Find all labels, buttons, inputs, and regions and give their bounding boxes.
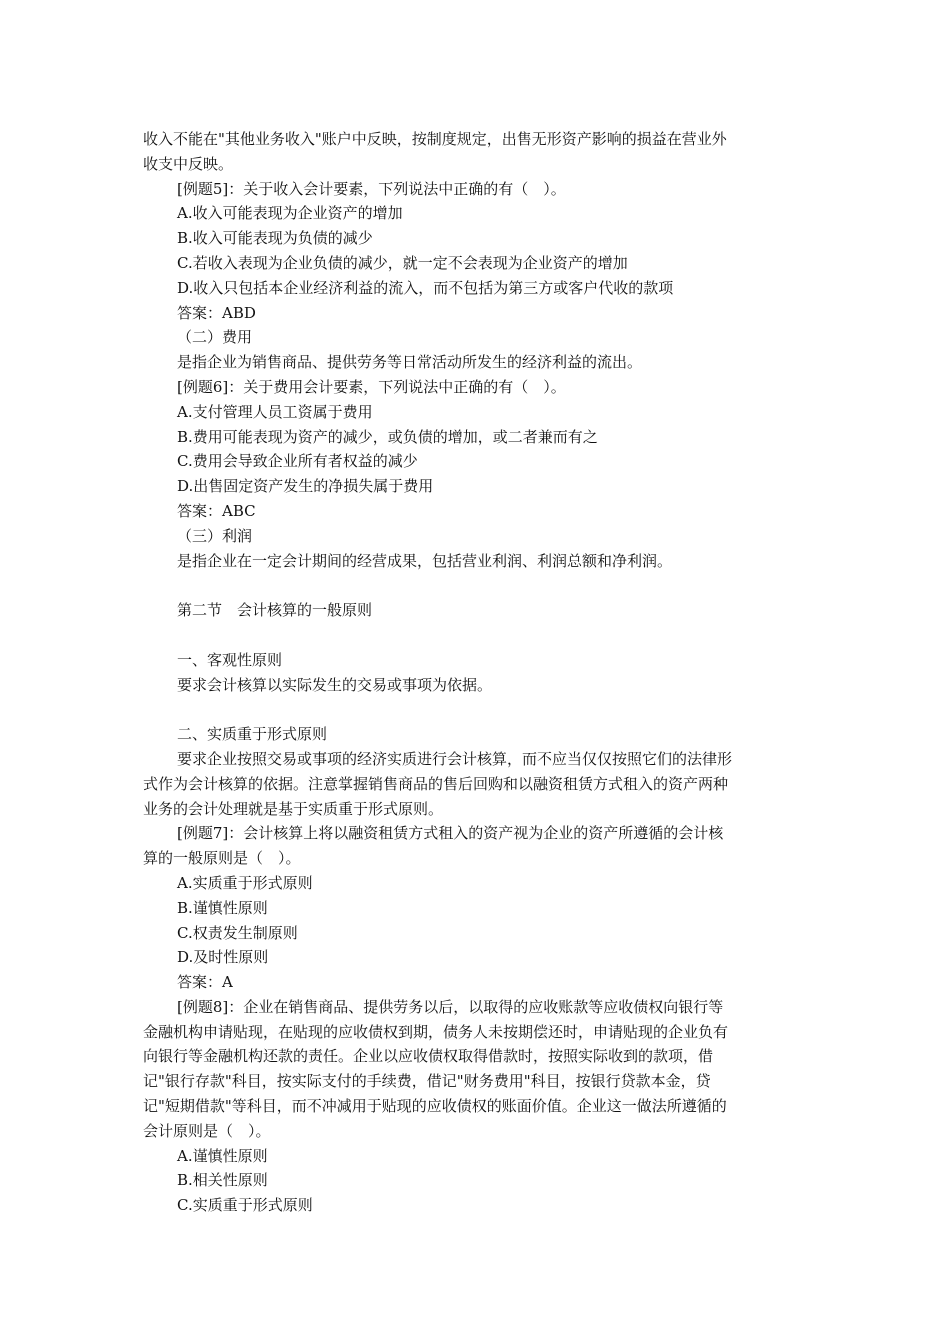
text-line: B.谨慎性原则 bbox=[177, 898, 268, 917]
text-line: B.收入可能表现为负债的减少 bbox=[177, 229, 373, 248]
text-line: 一、客观性原则 bbox=[177, 650, 283, 669]
text-line: 答案：A bbox=[177, 973, 233, 992]
text-line: A.支付管理人员工资属于费用 bbox=[177, 402, 373, 421]
blank-line bbox=[143, 623, 807, 648]
text-line: 金融机构申请贴现，在贴现的应收债权到期，债务人未按期偿还时，申请贴现的企业负有 bbox=[143, 1022, 729, 1041]
text-line: C.费用会导致企业所有者权益的减少 bbox=[177, 452, 418, 471]
text-line: [例题8]：企业在销售商品、提供劳务以后，以取得的应收账款等应收债权向银行等 bbox=[177, 997, 724, 1016]
text-line: C.权责发生制原则 bbox=[177, 923, 298, 942]
text-line: 业务的会计处理就是基于实质重于形式原则。 bbox=[143, 799, 444, 818]
text-line: 向银行等金融机构还款的责任。企业以应收债权取得借款时，按照实际收到的款项，借 bbox=[143, 1047, 714, 1066]
text-line: D.及时性原则 bbox=[177, 948, 269, 967]
text-line: 二、实质重于形式原则 bbox=[177, 725, 328, 744]
text-line: A.收入可能表现为企业资产的增加 bbox=[177, 204, 403, 223]
text-line: D.收入只包括本企业经济利益的流入，而不包括为第三方或客户代收的款项 bbox=[177, 278, 674, 297]
text-line: [例题6]：关于费用会计要素，下列说法中正确的有（ ）。 bbox=[177, 377, 566, 396]
text-line: 是指企业在一定会计期间的经营成果，包括营业利润、利润总额和净利润。 bbox=[177, 551, 673, 570]
text-line: [例题5]：关于收入会计要素，下列说法中正确的有（ ）。 bbox=[177, 179, 566, 198]
text-line: 收支中反映。 bbox=[143, 154, 234, 173]
text-line: 答案：ABD bbox=[177, 303, 256, 322]
text-line: 记"短期借款"等科目，而不冲减用于贴现的应收债权的账面价值。企业这一做法所遵循的 bbox=[143, 1097, 727, 1116]
text-line: A.实质重于形式原则 bbox=[177, 873, 313, 892]
text-line: 要求企业按照交易或事项的经济实质进行会计核算，而不应当仅仅按照它们的法律形 bbox=[177, 749, 733, 768]
text-line: [例题7]：会计核算上将以融资租赁方式租入的资产视为企业的资产所遵循的会计核 bbox=[177, 824, 724, 843]
blank-line bbox=[143, 573, 807, 598]
text-line: D.出售固定资产发生的净损失属于费用 bbox=[177, 477, 434, 496]
text-line: C.若收入表现为企业负债的减少，就一定不会表现为企业资产的增加 bbox=[177, 253, 628, 272]
text-line: B.相关性原则 bbox=[177, 1171, 268, 1190]
text-line: B.费用可能表现为资产的减少，或负债的增加，或二者兼而有之 bbox=[177, 427, 598, 446]
text-line: 是指企业为销售商品、提供劳务等日常活动所发生的经济利益的流出。 bbox=[177, 353, 643, 372]
text-line: 收入不能在"其他业务收入"账户中反映，按制度规定，出售无形资产影响的损益在营业外 bbox=[143, 130, 727, 148]
text-line: 要求会计核算以实际发生的交易或事项为依据。 bbox=[177, 675, 493, 694]
text-line: （三）利润 bbox=[177, 526, 253, 545]
text-line: A.谨慎性原则 bbox=[177, 1146, 268, 1165]
text-line: 记"银行存款"科目，按实际支付的手续费，借记"财务费用"科目，按银行贷款本金，贷 bbox=[143, 1072, 711, 1091]
document-body bbox=[143, 127, 807, 1218]
text-line: 答案：ABC bbox=[177, 501, 256, 520]
text-line: 算的一般原则是（ ）。 bbox=[143, 849, 301, 868]
text-line: C.实质重于形式原则 bbox=[177, 1196, 313, 1215]
text-line: 第二节 会计核算的一般原则 bbox=[177, 601, 373, 620]
text-line: 式作为会计核算的依据。注意掌握销售商品的售后回购和以融资租赁方式租入的资产两种 bbox=[143, 774, 729, 793]
text-line: （二）费用 bbox=[177, 328, 253, 347]
blank-line bbox=[143, 697, 807, 722]
text-line: 会计原则是（ ）。 bbox=[143, 1121, 271, 1140]
